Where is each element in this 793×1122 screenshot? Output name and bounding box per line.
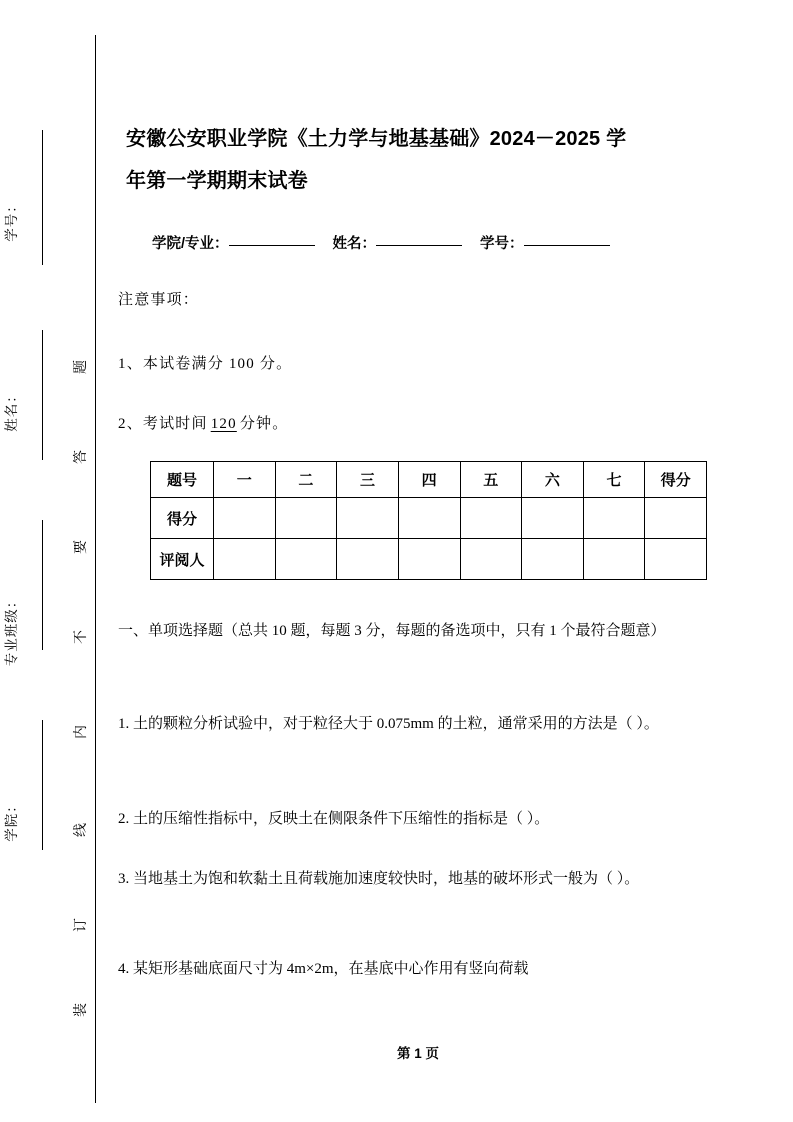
score-cell[interactable]	[398, 498, 460, 539]
seal-char-4: 不	[74, 630, 89, 644]
score-table-col-head-7: 得分	[645, 462, 707, 498]
table-row	[151, 539, 707, 580]
sidebar-rule-segment-4	[42, 720, 43, 850]
notice-2-value: 120	[210, 416, 237, 432]
score-table-row-label-2: 评阅人	[151, 539, 214, 580]
score-cell[interactable]	[337, 498, 399, 539]
student-no-blank[interactable]	[524, 245, 610, 246]
question-number-1: 1.	[118, 716, 130, 732]
score-cell[interactable]	[522, 498, 584, 539]
score-table-col-head-4: 五	[460, 462, 522, 498]
question-text-1: 土的颗粒分析试验中，对于粒径大于 0.075mm 的土粒，通常采用的方法是（ ）。	[133, 716, 659, 732]
reviewer-cell[interactable]	[460, 539, 522, 580]
notice-2-suffix: 分钟。	[239, 416, 289, 432]
sidebar-label-name: 姓名：	[4, 388, 19, 432]
question-item-2	[118, 795, 714, 843]
score-table-col-head-0: 一	[214, 462, 276, 498]
reviewer-cell[interactable]	[583, 539, 645, 580]
table-row	[151, 462, 707, 498]
score-cell[interactable]	[275, 498, 337, 539]
score-table-col-head-6: 七	[583, 462, 645, 498]
name-label: 姓名：	[332, 236, 377, 252]
score-cell[interactable]	[214, 498, 276, 539]
score-table-col-head-2: 三	[337, 462, 399, 498]
sidebar-label-college: 学院：	[4, 798, 19, 842]
reviewer-cell[interactable]	[645, 539, 707, 580]
exam-title	[126, 118, 710, 202]
score-table-col-head-1: 二	[275, 462, 337, 498]
student-info-row	[126, 232, 710, 253]
seal-char-5: 内	[74, 725, 89, 739]
seal-char-7: 订	[74, 918, 89, 932]
score-table-col-head-3: 四	[398, 462, 460, 498]
sidebar-label-student-no: 学号：	[4, 198, 19, 242]
notice-2-prefix: 2、考试时间	[118, 416, 208, 432]
section-heading: 一、单项选择题（总共 10 题，每题 3 分，每题的备选项中，只有 1 个最符合题意）	[118, 623, 666, 639]
name-blank[interactable]	[376, 245, 462, 246]
score-cell[interactable]	[645, 498, 707, 539]
question-text-3: 当地基土为饱和软黏土且荷载施加速度较快时，地基的破坏形式一般为（ ）。	[133, 871, 640, 887]
reviewer-cell[interactable]	[275, 539, 337, 580]
binding-sidebar	[0, 0, 112, 1122]
question-number-2: 2.	[118, 811, 130, 827]
question-item-4	[118, 945, 714, 993]
question-number-3: 3.	[118, 871, 130, 887]
sidebar-label-class: 专业班级：	[4, 593, 19, 667]
notice-heading: 注意事项：	[118, 292, 200, 308]
question-text-4: 某矩形基础底面尺寸为 4m×2m，在基底中心作用有竖向荷载	[133, 961, 529, 977]
student-no-label: 学号：	[480, 236, 524, 252]
sidebar-rule-segment-2	[42, 330, 43, 460]
score-table-row-label-1: 得分	[151, 498, 214, 539]
score-cell[interactable]	[460, 498, 522, 539]
notice-item-1	[118, 352, 292, 373]
page-number: 第 1 页	[396, 1046, 439, 1061]
reviewer-cell[interactable]	[214, 539, 276, 580]
notice-item-2	[118, 412, 288, 433]
seal-char-8: 装	[74, 1003, 89, 1017]
reviewer-cell[interactable]	[337, 539, 399, 580]
seal-char-3: 要	[74, 540, 89, 554]
question-item-3	[118, 855, 714, 903]
notice-1-prefix: 1、本试卷满分	[118, 356, 224, 372]
sidebar-vertical-rule	[95, 35, 96, 1103]
seal-char-2: 答	[74, 450, 89, 464]
exam-content	[118, 0, 718, 1122]
notice-1-value: 100	[228, 356, 255, 372]
reviewer-cell[interactable]	[398, 539, 460, 580]
question-text-2: 土的压缩性指标中，反映土在侧限条件下压缩性的指标是（ ）。	[133, 811, 550, 827]
reviewer-cell[interactable]	[522, 539, 584, 580]
sidebar-rule-segment-3	[42, 520, 43, 650]
question-item-1	[118, 700, 714, 748]
score-cell[interactable]	[583, 498, 645, 539]
seal-char-6: 线	[74, 823, 89, 837]
college-major-blank[interactable]	[229, 245, 315, 246]
table-row	[151, 498, 707, 539]
college-major-label: 学院/专业：	[152, 236, 229, 252]
page-footer	[118, 1042, 718, 1062]
seal-char-1: 题	[74, 360, 89, 374]
exam-title-line1: 安徽公安职业学院《土力学与地基基础》2024－2025 学	[126, 128, 627, 150]
question-number-4: 4.	[118, 961, 130, 977]
score-table-col-head-5: 六	[522, 462, 584, 498]
sidebar-rule-segment-1	[42, 130, 43, 265]
exam-title-line2: 年第一学期期末试卷	[126, 170, 308, 192]
score-table-row-label-0: 题号	[151, 462, 214, 498]
score-table	[150, 461, 707, 580]
notice-1-suffix: 分。	[259, 356, 293, 372]
